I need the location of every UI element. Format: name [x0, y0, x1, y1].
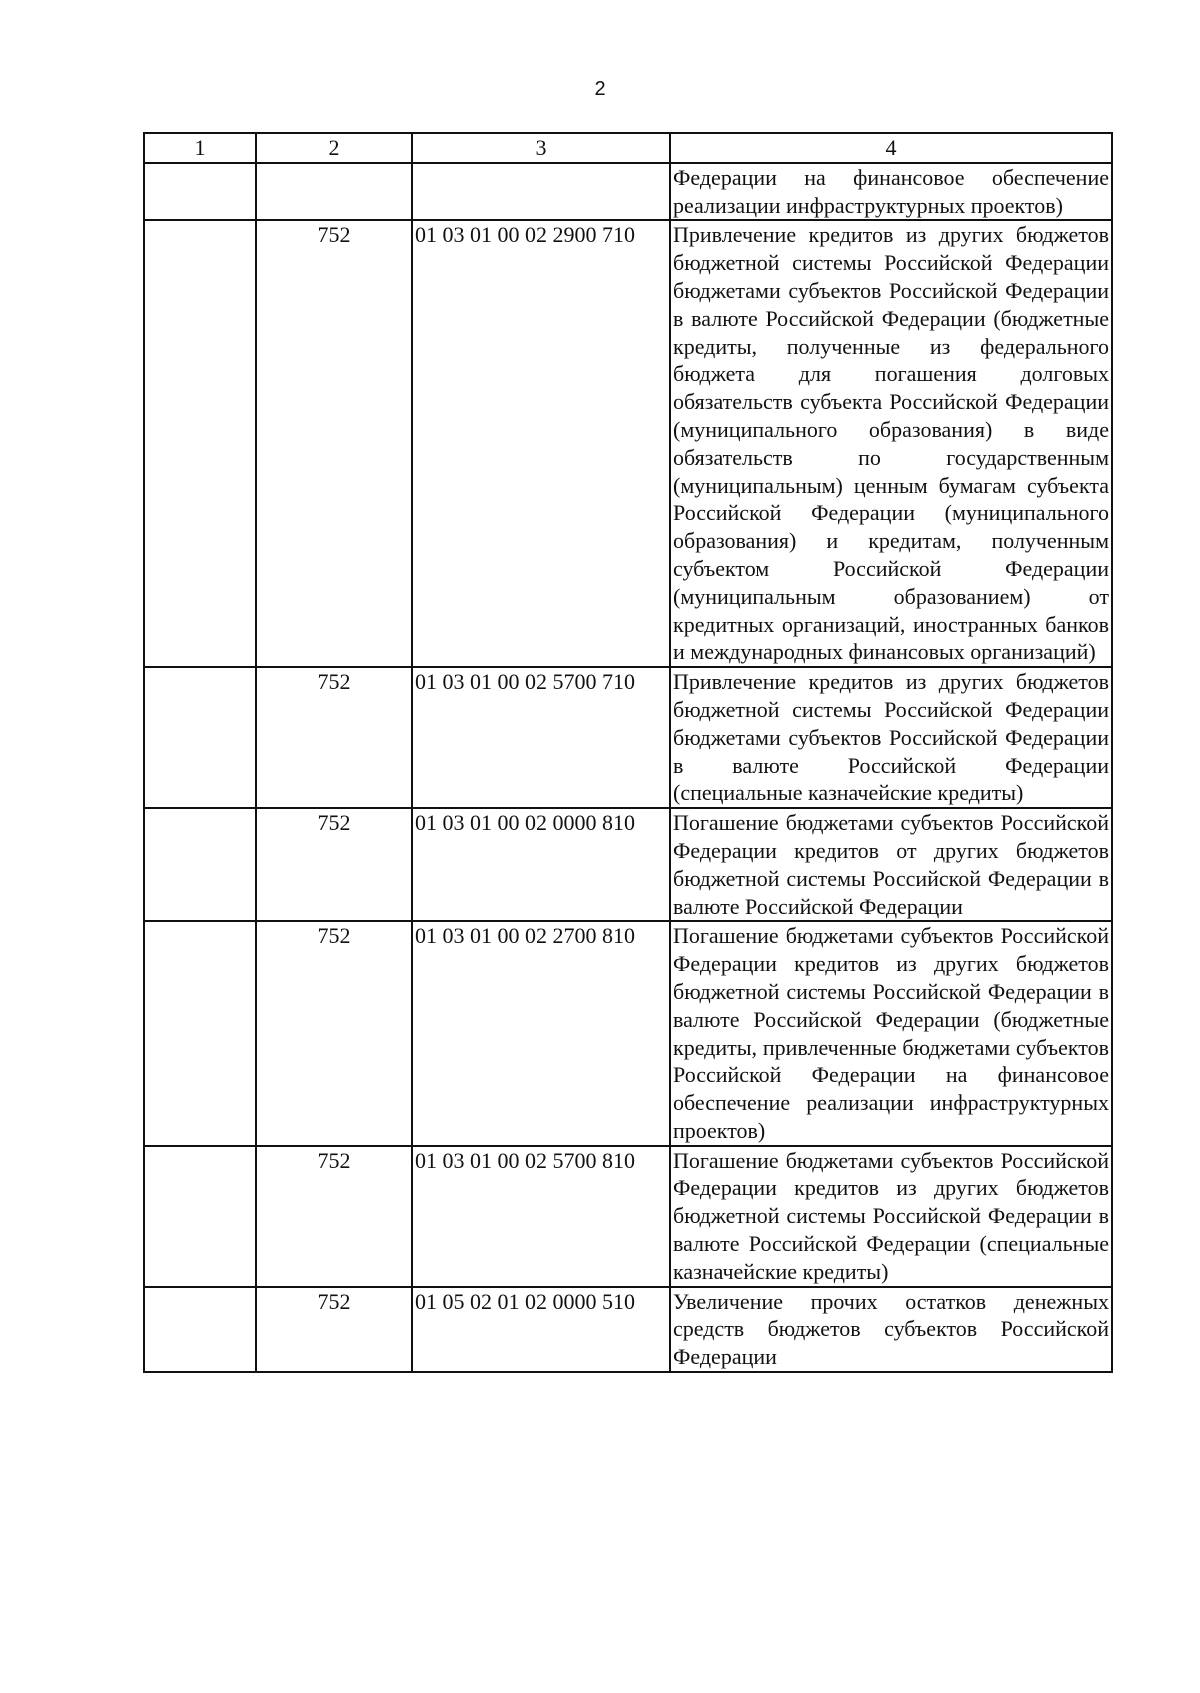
- row-budget-code: 01 05 02 01 02 0000 510: [412, 1287, 670, 1372]
- row-admin-code: 752: [256, 808, 412, 921]
- header-col-1: 1: [144, 133, 256, 163]
- row-cell-col1: [144, 808, 256, 921]
- row-admin-code: 752: [256, 220, 412, 667]
- row-cell-col1: [144, 921, 256, 1145]
- row-description: Привлечение кредитов из других бюджетов бюджетной системы Российской Федерации бюджетами субъектов Российской Федерации в валюте Российской Федерации (специальные казначейские кредиты): [670, 667, 1112, 808]
- table-body: [144, 163, 1112, 1372]
- row-description: Увеличение прочих остатков денежных средств бюджетов субъектов Российской Федерации: [670, 1287, 1112, 1372]
- row-admin-code: 752: [256, 1146, 412, 1287]
- row-admin-code: 752: [256, 921, 412, 1145]
- row-budget-code: 01 03 01 00 02 5700 710: [412, 667, 670, 808]
- table-row: [144, 163, 1112, 221]
- row-description: Погашение бюджетами субъектов Российской Федерации кредитов от других бюджетов бюджетной системы Российской Федерации в валюте Российской Федерации: [670, 808, 1112, 921]
- row-cell-col1: [144, 667, 256, 808]
- row-cell-col1: [144, 1287, 256, 1372]
- header-row: [144, 133, 1112, 163]
- table-header: [144, 133, 1112, 163]
- row-budget-code: 01 03 01 00 02 2700 810: [412, 921, 670, 1145]
- row-cell-col1: [144, 163, 256, 221]
- table-row: [144, 667, 1112, 808]
- table-row: [144, 921, 1112, 1145]
- row-admin-code: 752: [256, 667, 412, 808]
- table-row: [144, 220, 1112, 667]
- budget-codes-table: [143, 132, 1113, 1373]
- table-row: [144, 808, 1112, 921]
- row-description: Погашение бюджетами субъектов Российской Федерации кредитов из других бюджетов бюджетной системы Российской Федерации в валюте Российской Федерации (специальные казначейские кредиты): [670, 1146, 1112, 1287]
- page-number: 2: [594, 78, 606, 100]
- row-admin-code: 752: [256, 1287, 412, 1372]
- header-col-4: 4: [670, 133, 1112, 163]
- row-budget-code: 01 03 01 00 02 5700 810: [412, 1146, 670, 1287]
- row-cell-col1: [144, 1146, 256, 1287]
- table-row: [144, 1287, 1112, 1372]
- table-row: [144, 1146, 1112, 1287]
- header-col-3: 3: [412, 133, 670, 163]
- header-col-2: 2: [256, 133, 412, 163]
- row-admin-code: [256, 163, 412, 221]
- row-cell-col1: [144, 220, 256, 667]
- row-description: Федерации на финансовое обеспечение реализации инфраструктурных проектов): [670, 163, 1112, 221]
- row-description: Погашение бюджетами субъектов Российской Федерации кредитов из других бюджетов бюджетной системы Российской Федерации в валюте Российской Федерации (бюджетные кредиты, привлеченные бюджетами субъектов Российской Федерации на финансовое обеспечение реализации инфраструктурных проектов): [670, 921, 1112, 1145]
- row-description: Привлечение кредитов из других бюджетов бюджетной системы Российской Федерации бюджетами субъектов Российской Федерации в валюте Российской Федерации (бюджетные кредиты, полученные из федерального бюджета для погашения долговых обязательств субъекта Российской Федерации (муниципального образования) в виде обязательств по государственным (муниципальным) ценным бумагам субъекта Российской Федерации (муниципального образования) и кредитам, полученным субъектом Российской Федерации (муниципальным образованием) от кредитных организаций, иностранных банков и международных финансовых организаций): [670, 220, 1112, 667]
- row-budget-code: [412, 163, 670, 221]
- row-budget-code: 01 03 01 00 02 0000 810: [412, 808, 670, 921]
- row-budget-code: 01 03 01 00 02 2900 710: [412, 220, 670, 667]
